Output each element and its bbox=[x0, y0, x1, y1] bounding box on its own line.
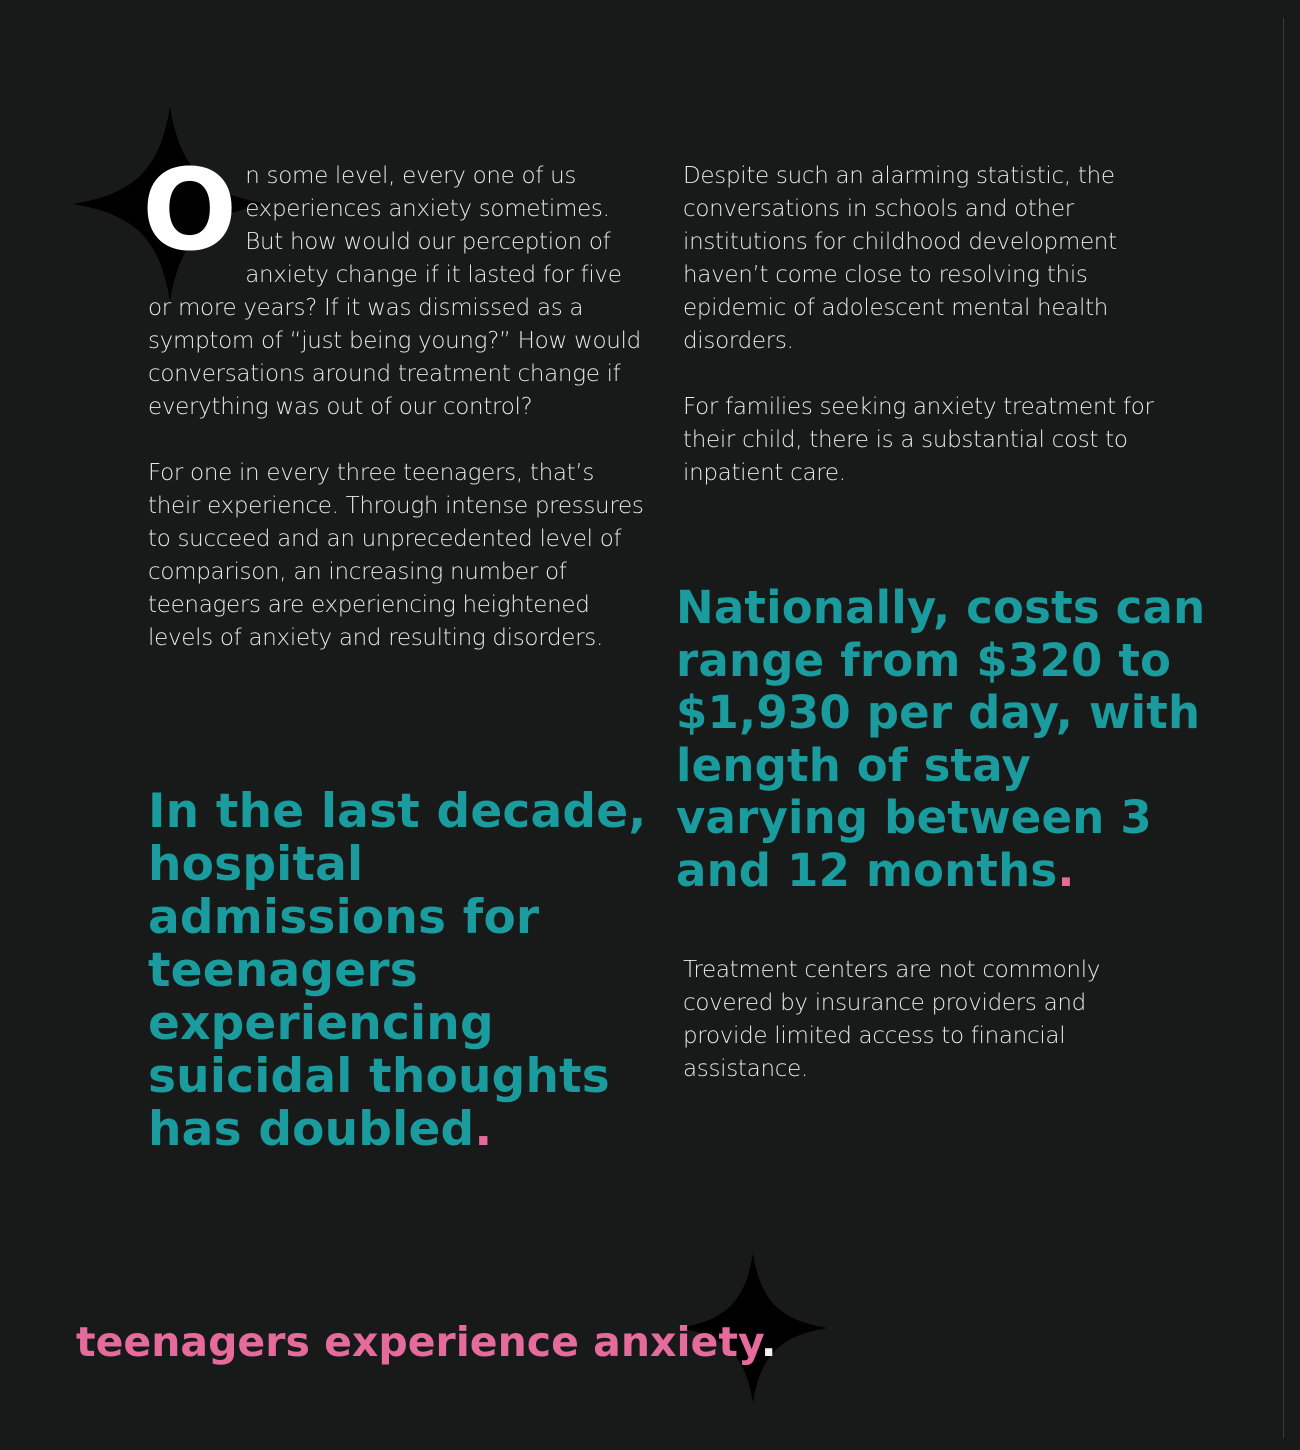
teen-experience-paragraph: For one in every three teenagers, that’s their experience. Through intense pressures to succeed and an unprecedented level of comparison, an increasing number of teenagers are experiencing heightened levels of anxiety and resulting disorders. bbox=[148, 460, 644, 651]
pink-period: . bbox=[474, 1102, 493, 1157]
cost-intro-paragraph: For families seeking anxiety treatment for their child, there is a substantial cost to inpatient care. bbox=[683, 394, 1154, 486]
admissions-statistic-callout bbox=[148, 785, 668, 1156]
cost-statistic-callout bbox=[676, 582, 1236, 897]
intro-paragraph bbox=[142, 146, 648, 424]
cost-statistic-text: Nationally, costs can range from $320 to $1,930 per day, with length of stay varying between 3 and 12 months bbox=[676, 581, 1206, 897]
page-edge-divider bbox=[1283, 18, 1284, 1438]
drop-cap: O bbox=[142, 146, 238, 276]
treatment-coverage-paragraph: Treatment centers are not commonly covered by insurance providers and provide limited access to financial assistance. bbox=[683, 957, 1101, 1082]
alarming-statistic-paragraph: Despite such an alarming statistic, the conversations in schools and other institutions for childhood development haven’t come close to resolving this epidemic of adolescent mental health disorders. bbox=[683, 163, 1117, 354]
pink-period: . bbox=[1057, 843, 1075, 897]
intro-paragraph-text: n some level, every one of us experiences anxiety sometimes. But how would our perception of anxiety change if it lasted for five or more years? If it was dismissed as a symptom of “just being young?” How would conversations around treatment change if everything was out of our control? bbox=[148, 163, 641, 420]
tagline-text: teenagers experience anxiety bbox=[76, 1318, 761, 1366]
white-period: . bbox=[760, 1318, 777, 1366]
right-column bbox=[683, 160, 1163, 490]
admissions-statistic-text: In the last decade, hospital admissions for teenagers experiencing suicidal thoughts has doubled bbox=[148, 784, 647, 1157]
tagline bbox=[76, 1316, 777, 1368]
left-column bbox=[142, 146, 648, 655]
